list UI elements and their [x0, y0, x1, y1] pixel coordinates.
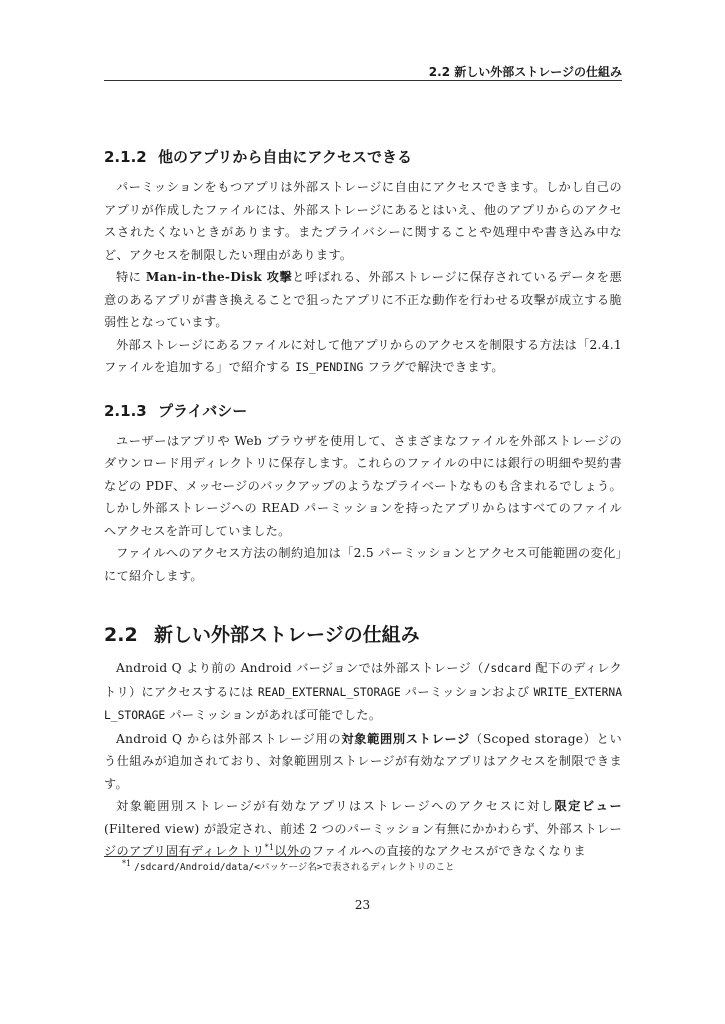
running-header: 2.2 新しい外部ストレージの仕組み — [104, 64, 622, 81]
spacer — [104, 587, 622, 613]
footnote-ref[interactable]: *1 — [264, 842, 275, 852]
text: (Filtered view) が設定され、前述 2 つのパーミッション有無にかかわらず、外部ストレージのアプリ固有ディレクトリ — [104, 821, 622, 858]
inline-code: WRITE_EXTERNAL_STORAGE — [104, 685, 622, 722]
inline-code: IS_PENDING — [295, 361, 364, 374]
text: 配下のディレクトリ）にアクセスするには — [104, 661, 622, 699]
paragraph — [104, 334, 622, 380]
text: Android Q より前の Android バージョンでは外部ストレージ（ — [116, 661, 484, 675]
footnote-divider — [104, 856, 310, 857]
text: と呼ばれる、外部ストレージに保存されているデータを悪意のあるアプリが書き換えることで狙ったアプリに不正な動作を行わせる攻撃が成立する脆弱性となっています。 — [104, 270, 622, 329]
inline-code: /sdcard — [483, 662, 532, 675]
footnote — [122, 858, 455, 875]
text: 対象範囲別ストレージが有効なアプリはストレージへのアクセスに対し — [116, 799, 555, 813]
section-heading-2-1-3 — [104, 394, 622, 430]
section-number: 2.1.2 — [104, 148, 147, 166]
text: 特に — [116, 270, 146, 284]
paragraph: ユーザーはアプリや Web ブラウザを使用して、さまざまなファイルを外部ストレージのダウンロード用ディレクトリに保存します。これらのファイルの中には銀行の明細や契約書などの PDF、メッセージのバックアップのようなプライベートなものも含まれるでしょう。しかし外部ストレージへの READ パーミッションを持ったアプリからはすべてのファイルへアクセスを許可していました。 — [104, 433, 622, 538]
section-title: プライバシー — [158, 401, 248, 420]
page-number: 23 — [354, 898, 371, 912]
paragraph: パーミッションをもつアプリは外部ストレージに自由にアクセスできます。しかし自己のアプリが作成したファイルには、外部ストレージにあるとはいえ、他のアプリからのアクセスされたくないときがあります。またプライバシーに関することや処理中や書き込み中など、アクセスを制限したい理由があります。 — [104, 180, 622, 262]
paragraph — [104, 657, 622, 728]
paragraph — [104, 795, 622, 863]
bold-term: Man-in-the-Disk — [145, 270, 262, 284]
section-number: 2.1.3 — [104, 401, 147, 420]
page-content — [104, 140, 622, 863]
section-title: 他のアプリから自由にアクセスできる — [158, 148, 412, 166]
text: 以外のファイルへの直接的なアクセスができなくなりま — [274, 844, 586, 858]
bold-term: 限定ビュー — [554, 799, 623, 813]
section-heading-2-2 — [104, 613, 622, 657]
footnote-marker: *1 — [122, 858, 132, 868]
footnote-text: で表されるディレクトリのこと — [322, 862, 455, 873]
text: パーミッションがあれば可能でした。 — [165, 708, 382, 722]
section-title: 新しい外部ストレージの仕組み — [154, 624, 420, 646]
spacer — [104, 380, 622, 394]
paragraph — [104, 728, 622, 796]
text: パーミッションおよび — [400, 684, 534, 699]
paragraph: ファイルへのアクセス方法の制約追加は「2.5 パーミッションとアクセス可能範囲の変化」にて紹介します。 — [104, 546, 622, 583]
text: Android Q からは外部ストレージ用の — [116, 731, 342, 746]
inline-code: /sdcard/Android/data/<パッケージ名> — [134, 862, 323, 873]
text: （Scoped storage）という仕組みが追加されており、対象範囲別ストレージが有効なアプリはアクセスを制限できます。 — [104, 731, 622, 791]
section-heading-2-1-2 — [104, 140, 622, 176]
section-number: 2.2 — [104, 624, 138, 646]
text: 外部ストレージにあるファイルに対して他アプリからのアクセスを制限する方法は「2.4.1 ファイルを追加する」で紹介する — [104, 337, 622, 374]
bold-term: 攻撃 — [261, 270, 293, 284]
bold-term: 対象範囲別ストレージ — [341, 731, 471, 746]
paragraph — [104, 266, 622, 334]
inline-code: READ_EXTERNAL_STORAGE — [257, 685, 401, 699]
text: フラグで解決できます。 — [363, 360, 504, 374]
